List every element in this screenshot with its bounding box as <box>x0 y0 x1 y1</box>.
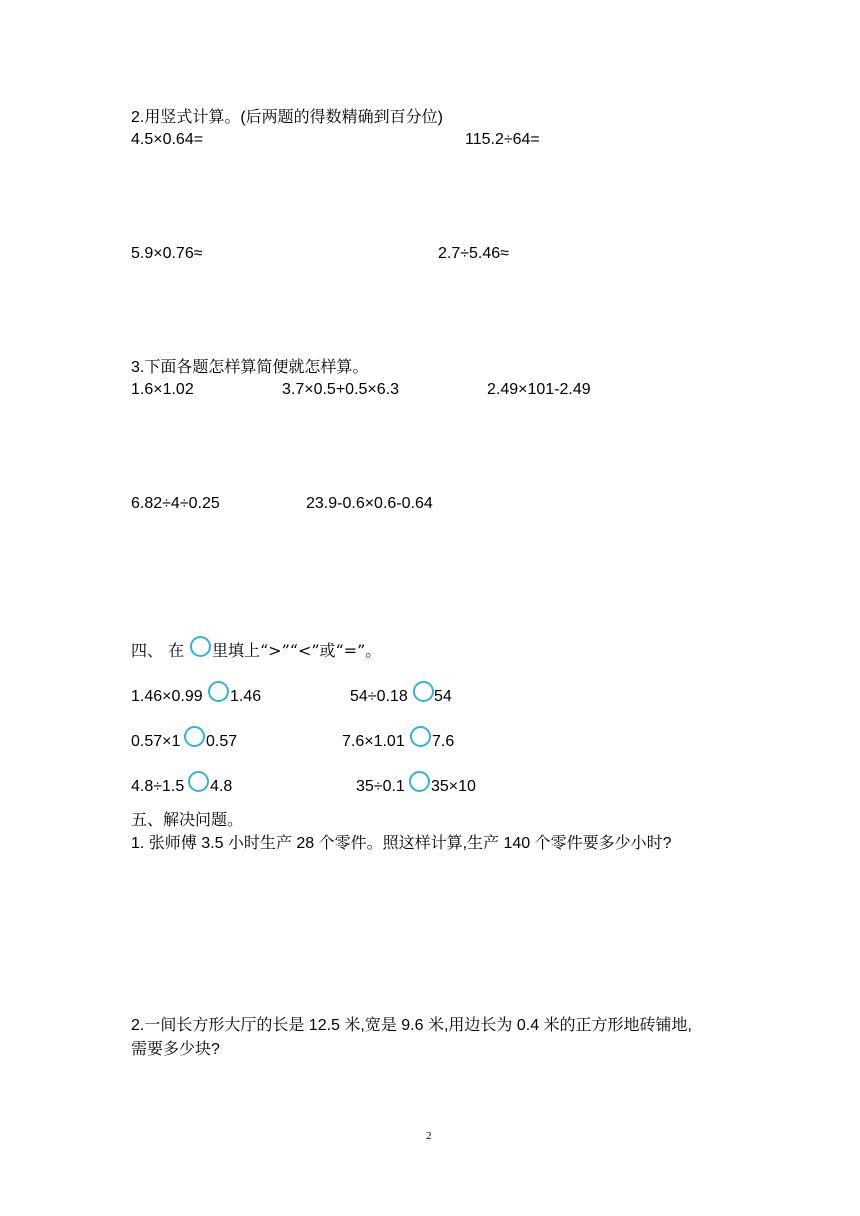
section2-heading: 2.用竖式计算。(后两题的得数精确到百分位) <box>131 109 444 126</box>
compare-circle-icon[interactable] <box>413 681 434 702</box>
problem-3-5: 23.9-0.6×0.6-0.64 <box>306 495 433 512</box>
compare-right-value: 35×10 <box>431 778 476 795</box>
problem-3-1: 1.6×1.02 <box>131 381 194 398</box>
problem-2-1: 4.5×0.64= <box>131 131 204 148</box>
compare-right-value: 54 <box>434 688 452 705</box>
problem-3-4: 6.82÷4÷0.25 <box>131 495 220 512</box>
problem-3-3: 2.49×101-2.49 <box>487 381 591 398</box>
problem-2-3: 5.9×0.76≈ <box>131 245 203 262</box>
compare-left-value: 0.57 <box>206 733 238 750</box>
compare-circle-icon[interactable] <box>410 726 431 747</box>
word-problem-2-line1: 2.一间长方形大厅的长是 12.5 米,宽是 9.6 米,用边长为 0.4 米的正方形地砖铺地, <box>131 1017 692 1034</box>
word-problem-1: 1. 张师傅 3.5 小时生产 28 个零件。照这样计算,生产 140 个零件要多少小时? <box>131 835 672 852</box>
section4-heading-suffix: 里填上“>”“<”或“=”。 <box>212 641 382 660</box>
section5-heading: 五、解决问题。 <box>131 810 244 829</box>
section4-heading-prefix: 四、 在 <box>131 641 185 660</box>
section3-heading: 3.下面各题怎样算简便就怎样算。 <box>131 359 369 376</box>
compare-right-expr: 7.6×1.01 <box>342 733 405 750</box>
compare-circle-icon[interactable] <box>184 726 205 747</box>
compare-right-expr: 54÷0.18 <box>350 688 408 705</box>
compare-left-expr: 0.57×1 <box>131 733 181 750</box>
compare-left-expr: 4.8÷1.5 <box>131 778 185 795</box>
problem-3-2: 3.7×0.5+0.5×6.3 <box>282 381 399 398</box>
compare-left-expr: 1.46×0.99 <box>131 688 203 705</box>
compare-right-expr: 35÷0.1 <box>356 778 405 795</box>
problem-2-4: 2.7÷5.46≈ <box>438 245 509 262</box>
compare-circle-icon[interactable] <box>188 771 209 792</box>
page-number: 2 <box>426 1130 432 1142</box>
compare-circle-icon[interactable] <box>208 681 229 702</box>
compare-right-value: 7.6 <box>432 733 455 750</box>
compare-circle-icon[interactable] <box>409 771 430 792</box>
compare-left-value: 1.46 <box>230 688 262 705</box>
blank-circle-icon <box>190 636 211 657</box>
problem-2-2: 115.2÷64= <box>465 131 540 148</box>
word-problem-2-line2: 需要多少块? <box>131 1041 220 1058</box>
compare-left-value: 4.8 <box>210 778 233 795</box>
